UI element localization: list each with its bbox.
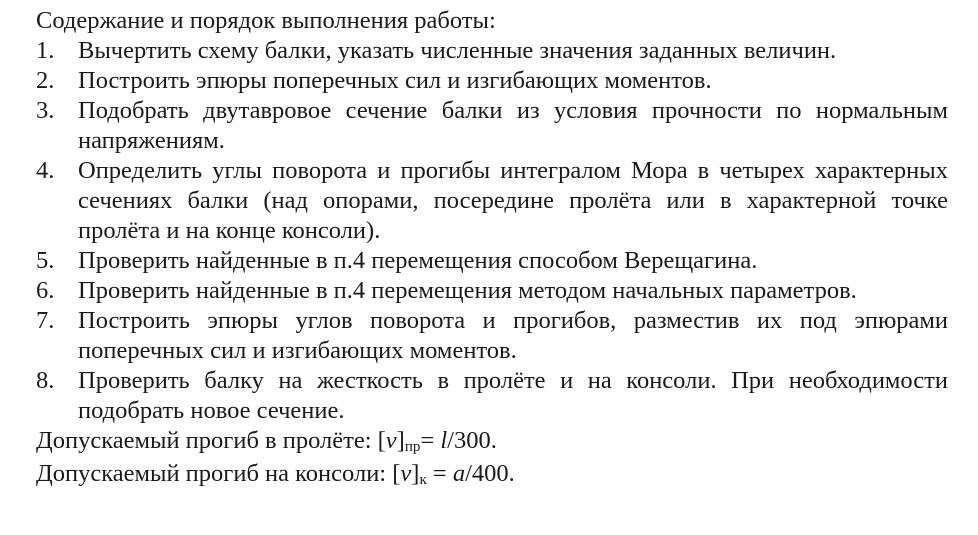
span-deflection-limit: [36, 426, 948, 459]
item-text: Вычертить схему балки, указать численные значения заданных величин.: [78, 37, 837, 64]
item-number: 7.: [36, 307, 55, 334]
bracket-close: ]: [396, 427, 405, 454]
list-item: [36, 36, 948, 66]
deflection-symbol: v: [385, 427, 397, 454]
item-number: 3.: [36, 97, 55, 124]
item-number: 2.: [36, 67, 55, 94]
equals-sign: =: [420, 427, 441, 454]
item-number: 5.: [36, 247, 55, 274]
limit-subscript: пр: [404, 439, 421, 455]
deflection-symbol: v: [400, 460, 412, 487]
list-item: [36, 306, 948, 366]
list-item: [36, 96, 948, 156]
item-text: Построить эпюры углов поворота и прогибов, разместив их под эпюрами поперечных сил и изгибающих моментов.: [78, 307, 948, 364]
limit-divisor: /400.: [465, 460, 515, 487]
limit-divisor: /300.: [447, 427, 497, 454]
item-number: 4.: [36, 157, 55, 184]
item-number: 8.: [36, 367, 55, 394]
limit-label: Допускаемый прогиб на консоли: [: [36, 460, 401, 487]
document-page: [36, 6, 948, 492]
span-length-symbol: l: [440, 427, 448, 454]
limit-label: Допускаемый прогиб в пролёте: [: [36, 427, 386, 454]
list-item: [36, 366, 948, 426]
task-list: [36, 36, 948, 426]
list-item: [36, 156, 948, 246]
bracket-close: ]: [411, 460, 420, 487]
equals-sign: =: [426, 460, 453, 487]
item-number: 1.: [36, 37, 55, 64]
item-text: Определить углы поворота и прогибы интегралом Мора в четырех характерных сечениях балки (над опорами, посередине пролёта или в характерной точке пролёта и на конце консоли).: [78, 157, 948, 244]
item-text: Построить эпюры поперечных сил и изгибающих моментов.: [78, 67, 712, 94]
list-item: [36, 66, 948, 96]
item-text: Проверить найденные в п.4 перемещения способом Верещагина.: [78, 247, 758, 274]
limit-subscript: к: [419, 472, 427, 488]
list-item: [36, 246, 948, 276]
item-text: Подобрать двутавровое сечение балки из условия прочности по нормальным напряжениям.: [78, 97, 948, 154]
item-number: 6.: [36, 277, 55, 304]
section-heading: Содержание и порядок выполнения работы:: [36, 7, 496, 34]
cantilever-length-symbol: a: [452, 460, 466, 487]
cantilever-deflection-limit: [36, 459, 948, 492]
item-text: Проверить балку на жесткость в пролёте и на консоли. При необходимости подобрать новое сечение.: [78, 367, 948, 424]
item-text: Проверить найденные в п.4 перемещения методом начальных параметров.: [78, 277, 857, 304]
list-item: [36, 276, 948, 306]
